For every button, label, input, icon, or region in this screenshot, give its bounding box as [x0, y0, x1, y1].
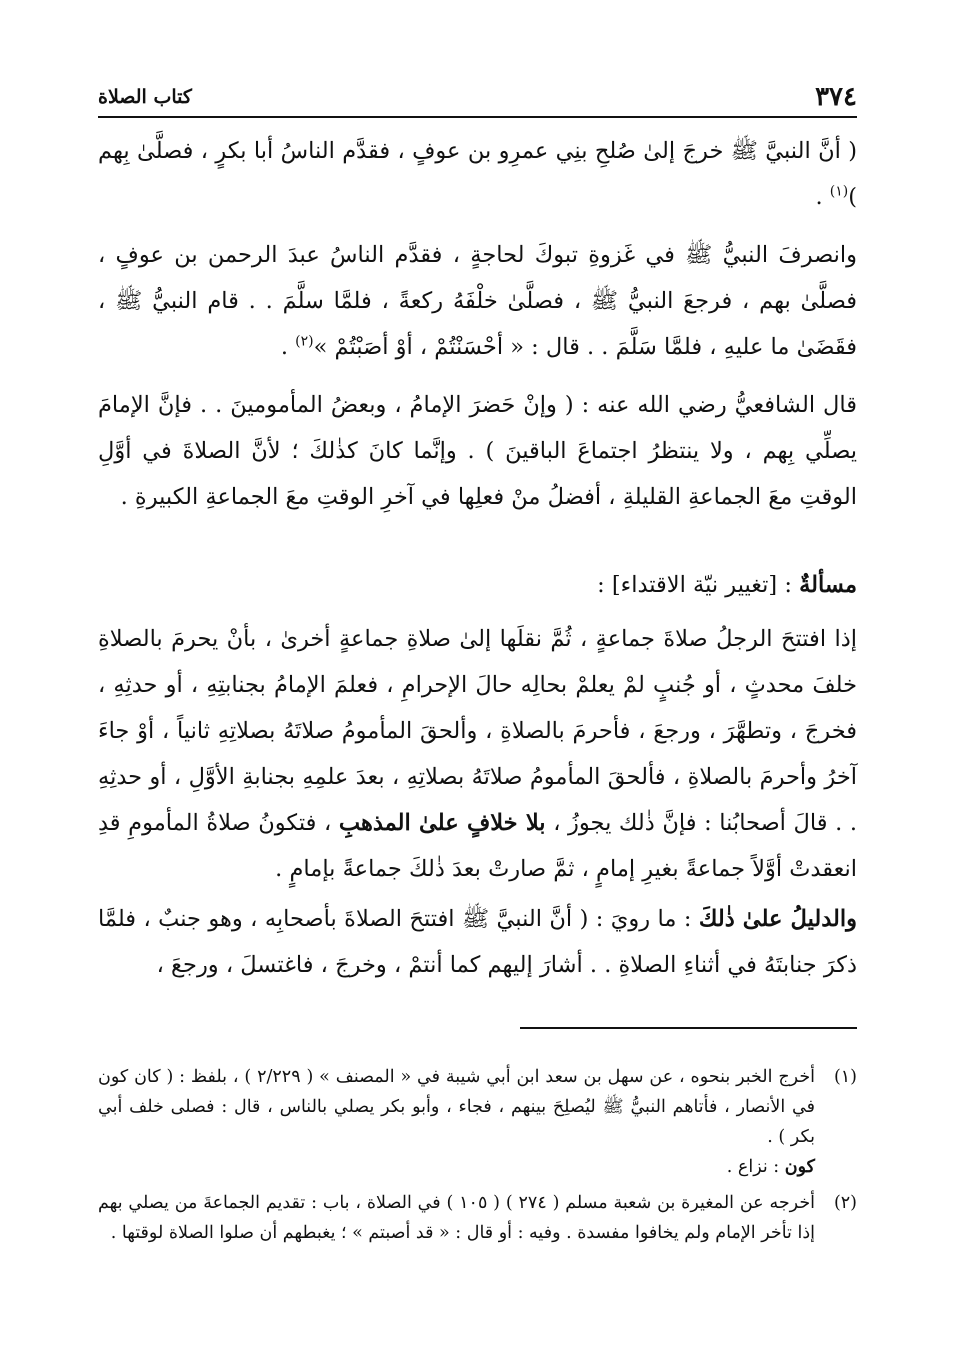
gloss-text: : نزاع . — [726, 1157, 785, 1177]
paragraph-evidence — [98, 896, 857, 988]
paragraph-end: . — [815, 184, 830, 210]
gloss-word: كون — [784, 1157, 815, 1177]
heading-title: : [تغيير نيّة الاقتداء] : — [597, 572, 800, 598]
footnote-number: (٢) — [833, 1193, 857, 1213]
footnote-number: (١) — [833, 1067, 857, 1087]
paragraph-tail: ، فتكونُ صلاةُ المأمومِ قدِ انعقدتْ أوَّلاً جماعةً بغيرِ إمامٍ ، ثمَّ صارتْ بعدَ ذٰلكَ جماعةً بإمامٍ . — [98, 810, 857, 882]
paragraph-text: إذا افتتحَ الرجلُ صلاةَ جماعةٍ ، ثُمَّ نقلَها إلىٰ صلاةِ جماعةٍ أخرىٰ ، بأنْ يحرمَ بالصلاةِ خلفَ محدثٍ ، أو جُنبٍ لمْ يعلمْ بحالِه حالَ الإحرامِ ، فعلمَ الإمامُ بجنابتِهِ ، أو حدثِهِ ، فخرجَ ، وتطهَّرَ ، ورجعَ ، فأحرمَ بالصلاةِ ، وألحقَ المأمومُ صلاتَهُ بصلاتِهِ ثانياً ، أوْ جاءَ آخرُ وأحرمَ بالصلاةِ ، فألحقَ المأمومُ صلاتَهُ بصلاتِهِ ، بعدَ علمِهِ بجنابةِ الأوَّلِ ، أو حدثِهِ . . قالَ أصحابُنا : فإنَّ ذٰلك يجوزُ ، — [98, 626, 858, 836]
paragraph-end: . — [280, 334, 296, 360]
footnote-text: أخرج الخبر بنحوه ، عن سهل بن سعد ابن أبي شيبة في « المصنف » ( ٢/٢٢٩ ) ، بلفظ : ( كان كون في الأنصار ، فأتاهم النبيُّ ﷺ ليُصلِحَ بينهم ، فجاء ، وأبو بكر يصلي بالناس ، قال : فصلى خلف أبي بكر ) . — [98, 1067, 815, 1147]
paragraph-text: ( أنَّ النبيَّ ﷺ خرجَ إلىٰ صُلحِ بنِي عمرِو بن عوفٍ ، فقدَّم الناسُ أبا بكرٍ ، فصلَّىٰ بِهم ) — [98, 138, 857, 210]
section-heading — [98, 562, 857, 608]
main-text — [98, 128, 857, 988]
paragraph-text: : ما رويَ : ( أنَّ النبيَّ ﷺ افتتحَ الصلاةَ بأصحابِه ، وهو جنبٌ ، فلمَّا ذكرَ جنابتَهُ في أثناءِ الصلاةِ . . أشارَ إليهم كما أنتمْ ، وخرجَ ، فاغتسلَ ، ورجعَ ، — [98, 906, 857, 978]
footnote-separator — [520, 1027, 857, 1029]
footnote-1 — [98, 1062, 857, 1182]
heading-word: مسألةٌ — [799, 572, 857, 598]
footnote-text: أخرجه عن المغيرة بن شعبة مسلم ( ٢٧٤ ) ( ١٠٥ ) في الصلاة ، باب : تقديم الجماعةَ من يصلي بهم إذا تأخر الإمام ولم يخافوا مفسدة . وفيه : أو قال : « قد أصبتم » ؛ يغبطهم أن صلوا الصلاة لوقتها . — [98, 1193, 815, 1243]
paragraph-tabuk — [98, 232, 857, 370]
page-number: ٣٧٤ — [815, 82, 857, 112]
bold-phrase: بلا خلافٍ علىٰ المذهبِ — [338, 810, 546, 836]
footnote-ref-1[interactable]: (١) — [829, 183, 849, 200]
footnotes — [98, 1062, 857, 1248]
footnote-2 — [98, 1188, 857, 1248]
paragraph-shafii: قال الشافعيُّ رضي الله عنه : ( وإنْ حَضرَ الإمامُ ، وبعضُ المأمومينَ . . فإنَّ الإمامَ يصلِّي بِهم ، ولا ينتظرُ اجتماعَ الباقينَ ) . وإنَّما كانَ كذٰلكَ ؛ لأنَّ الصلاةَ في أوَّلِ الوقتِ معَ الجماعةِ القليلةِ ، أفضلُ منْ فعلِها في آخرِ الوقتِ معَ الجماعةِ الكبيرةِ . — [98, 392, 857, 510]
running-title: كتاب الصلاة — [98, 86, 192, 108]
page-header — [98, 82, 857, 118]
footnote-ref-2[interactable]: (٢) — [295, 333, 314, 350]
bold-phrase: والدليلُ علىٰ ذٰلكَ — [698, 906, 858, 932]
paragraph-hadith-1 — [98, 128, 857, 220]
paragraph-text: وانصرفَ النبيُّ ﷺ في غَزوةِ تبوكَ لحاجةٍ ، فقدَّم الناسُ عبدَ الرحمن بن عوفٍ ، فصلَّىٰ بهم ، فرجعَ النبيُّ ﷺ ، فصلَّىٰ خلْفَهُ ركعةً ، فلمَّا سلَّمَ . . قام النبيُّ ﷺ ، فقَضَىٰ ما عليهِ ، فلمَّا سَلَّمَ . . قال : « أحْسَنْتُمْ ، أوْ أصَبْتُمْ » — [98, 242, 857, 360]
footnote-gloss — [98, 1152, 815, 1182]
paragraph-ruling — [98, 616, 857, 892]
